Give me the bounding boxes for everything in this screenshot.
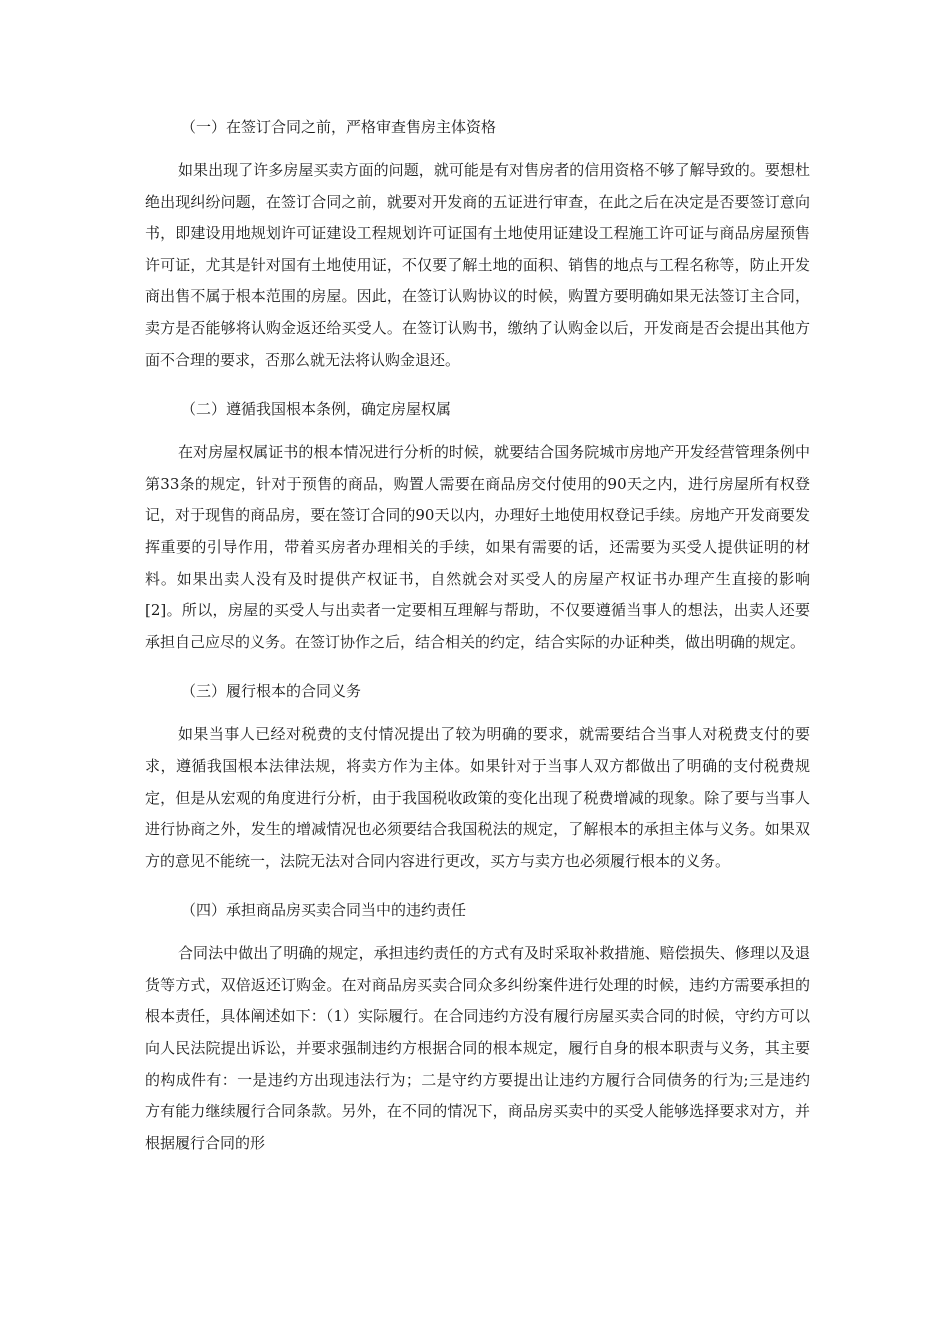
- section-heading-3: （三）履行根本的合同义务: [181, 682, 362, 701]
- section-heading-1: （一）在签订合同之前，严格审查售房主体资格: [181, 118, 497, 136]
- section-paragraph-2: 在对房屋权属证书的根本情况进行分析的时候，就要结合国务院城市房地产开发经营管理条例中第33条的规定，针对于预售的商品，购置人需要在商品房交付使用的90天之内，进行房屋所有权登记，对于现售的商品房，要在签订合同的90天以内，办理好土地使用权登记手续。房地产开发商要发挥重要的引导作用，带着买房者办理相关的手续，如果有需要的话，还需要为买受人提供证明的材料。如果出卖人没有及时提供产权证书，自然就会对买受人的房屋产权证书办理产生直接的影响[2]。所以，房屋的买受人与出卖者一定要相互理解与帮助，不仅要遵循当事人的想法，出卖人还要承担自己应尽的义务。在签订协作之后，结合相关的约定，结合实际的办证种类，做出明确的规定。: [145, 443, 810, 651]
- section-heading-2: （二）遵循我国根本条例，确定房屋权属: [181, 400, 452, 419]
- document-body: [145, 112, 810, 1159]
- section-heading-4: （四）承担商品房买卖合同当中的违约责任: [181, 901, 467, 920]
- section-paragraph-1: 如果出现了许多房屋买卖方面的问题，就可能是有对售房者的信用资格不够了解导致的。要想杜绝出现纠纷问题，在签订合同之前，就要对开发商的五证进行审查，在此之后在决定是否要签订意向书，即建设用地规划许可证建设工程规划许可证国有土地使用证建设工程施工许可证与商品房屋预售许可证，尤其是针对国有土地使用证，不仅要了解土地的面积、销售的地点与工程名称等，防止开发商出售不属于根本范围的房屋。因此，在签订认购协议的时候，购置方要明确如果无法签订主合同，卖方是否能够将认购金返还给买受人。在签订认购书，缴纳了认购金以后，开发商是否会提出其他方面不合理的要求，否那么就无法将认购金退还。: [145, 161, 810, 369]
- section-paragraph-4: 合同法中做出了明确的规定，承担违约责任的方式有及时采取补救措施、赔偿损失、修理以及退货等方式，双倍返还订购金。在对商品房买卖合同众多纠纷案件进行处理的时候，违约方需要承担的根本责任，具体阐述如下：（1）实际履行。在合同违约方没有履行房屋买卖合同的时候，守约方可以向人民法院提出诉讼，并要求强制违约方根据合同的根本规定，履行自身的根本职责与义务，其主要的构成件有：一是违约方出现违法行为；二是守约方要提出让违约方履行合同债务的行为;三是违约方有能力继续履行合同条款。另外，在不同的情况下，商品房买卖中的买受人能够选择要求对方，并根据履行合同的形: [145, 944, 810, 1152]
- section-paragraph-3: 如果当事人已经对税费的支付情况提出了较为明确的要求，就需要结合当事人对税费支付的要求，遵循我国根本法律法规，将卖方作为主体。如果针对于当事人双方都做出了明确的支付税费规定，但是从宏观的角度进行分析，由于我国税收政策的变化出现了税费增减的现象。除了要与当事人进行协商之外，发生的增减情况也必须要结合我国税法的规定，了解根本的承担主体与义务。如果双方的意见不能统一，法院无法对合同内容进行更改，买方与卖方也必须履行根本的义务。: [145, 725, 810, 870]
